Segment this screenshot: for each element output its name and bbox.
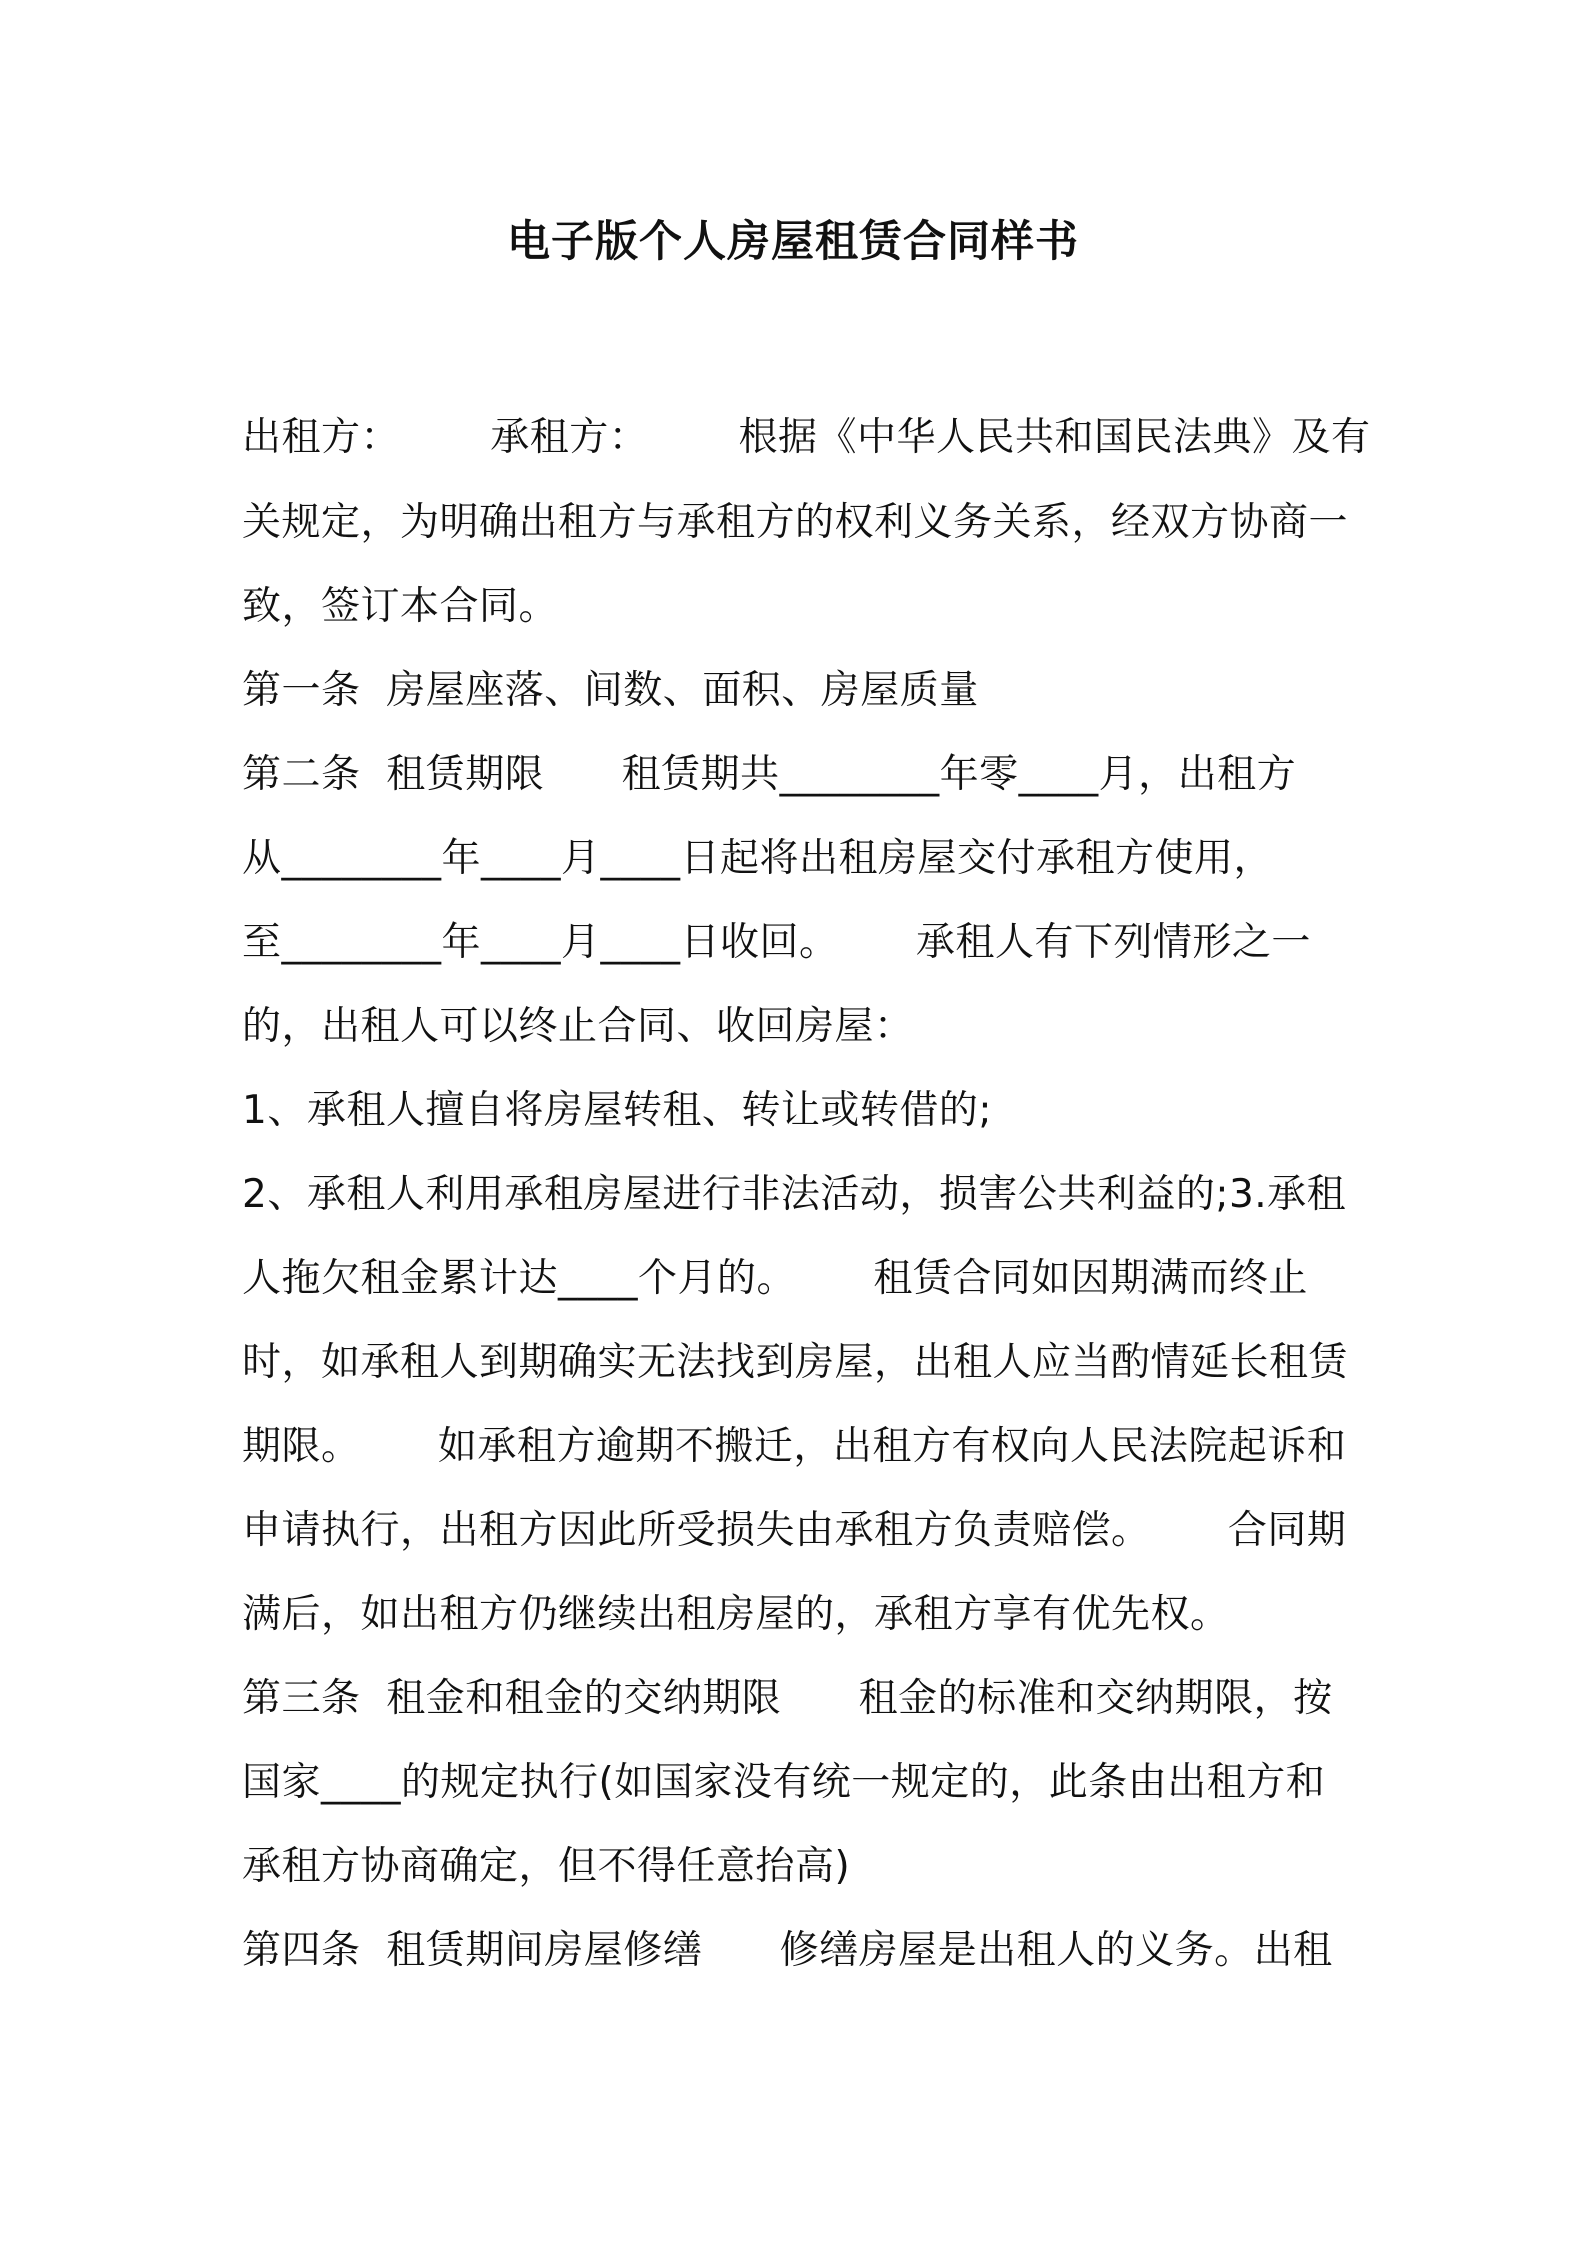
text-line: 国家____的规定执行(如国家没有统一规定的，此条由出租方和: [242, 1760, 1326, 1805]
text-line: 从________年____月____日起将出租房屋交付承租方使用，: [242, 836, 1274, 881]
text-line: 出租方： 承租方： 根据《中华人民共和国民法典》及有: [242, 415, 1371, 460]
text-line: 2、承租人利用承租房屋进行非法活动，损害公共利益的;3.承租: [242, 1172, 1347, 1217]
text-line: 第三条 租金和租金的交纳期限 租金的标准和交纳期限，按: [242, 1676, 1333, 1721]
document-title: 电子版个人房屋租赁合同样书: [507, 217, 1079, 267]
text-line: 关规定，为明确出租方与承租方的权利义务关系，经双方协商一: [242, 500, 1349, 545]
text-line: 第一条 房屋座落、间数、面积、房屋质量: [242, 668, 979, 713]
text-line: 1、承租人擅自将房屋转租、转让或转借的;: [242, 1088, 992, 1133]
text-line: 人拖欠租金累计达____个月的。 租赁合同如因期满而终止: [242, 1256, 1308, 1301]
text-line: 第四条 租赁期间房屋修缮 修缮房屋是出租人的义务。出租: [242, 1928, 1333, 1973]
text-line: 承租方协商确定，但不得任意抬高): [242, 1844, 851, 1889]
text-line: 满后，如出租方仍继续出租房屋的，承租方享有优先权。: [242, 1592, 1230, 1637]
text-line: 第二条 租赁期限 租赁期共________年零____月，出租方: [242, 752, 1297, 797]
text-line: 时，如承租人到期确实无法找到房屋，出租人应当酌情延长租赁: [242, 1340, 1349, 1385]
text-line: 申请执行，出租方因此所受损失由承租方负责赔偿。 合同期: [242, 1508, 1347, 1553]
text-line: 至________年____月____日收回。 承租人有下列情形之一: [242, 920, 1311, 965]
text-line: 致，签订本合同。: [242, 584, 559, 629]
text-line: 期限。 如承租方逾期不搬迁，出租方有权向人民法院起诉和: [242, 1424, 1347, 1469]
text-line: 的，出租人可以终止合同、收回房屋：: [242, 1004, 914, 1049]
